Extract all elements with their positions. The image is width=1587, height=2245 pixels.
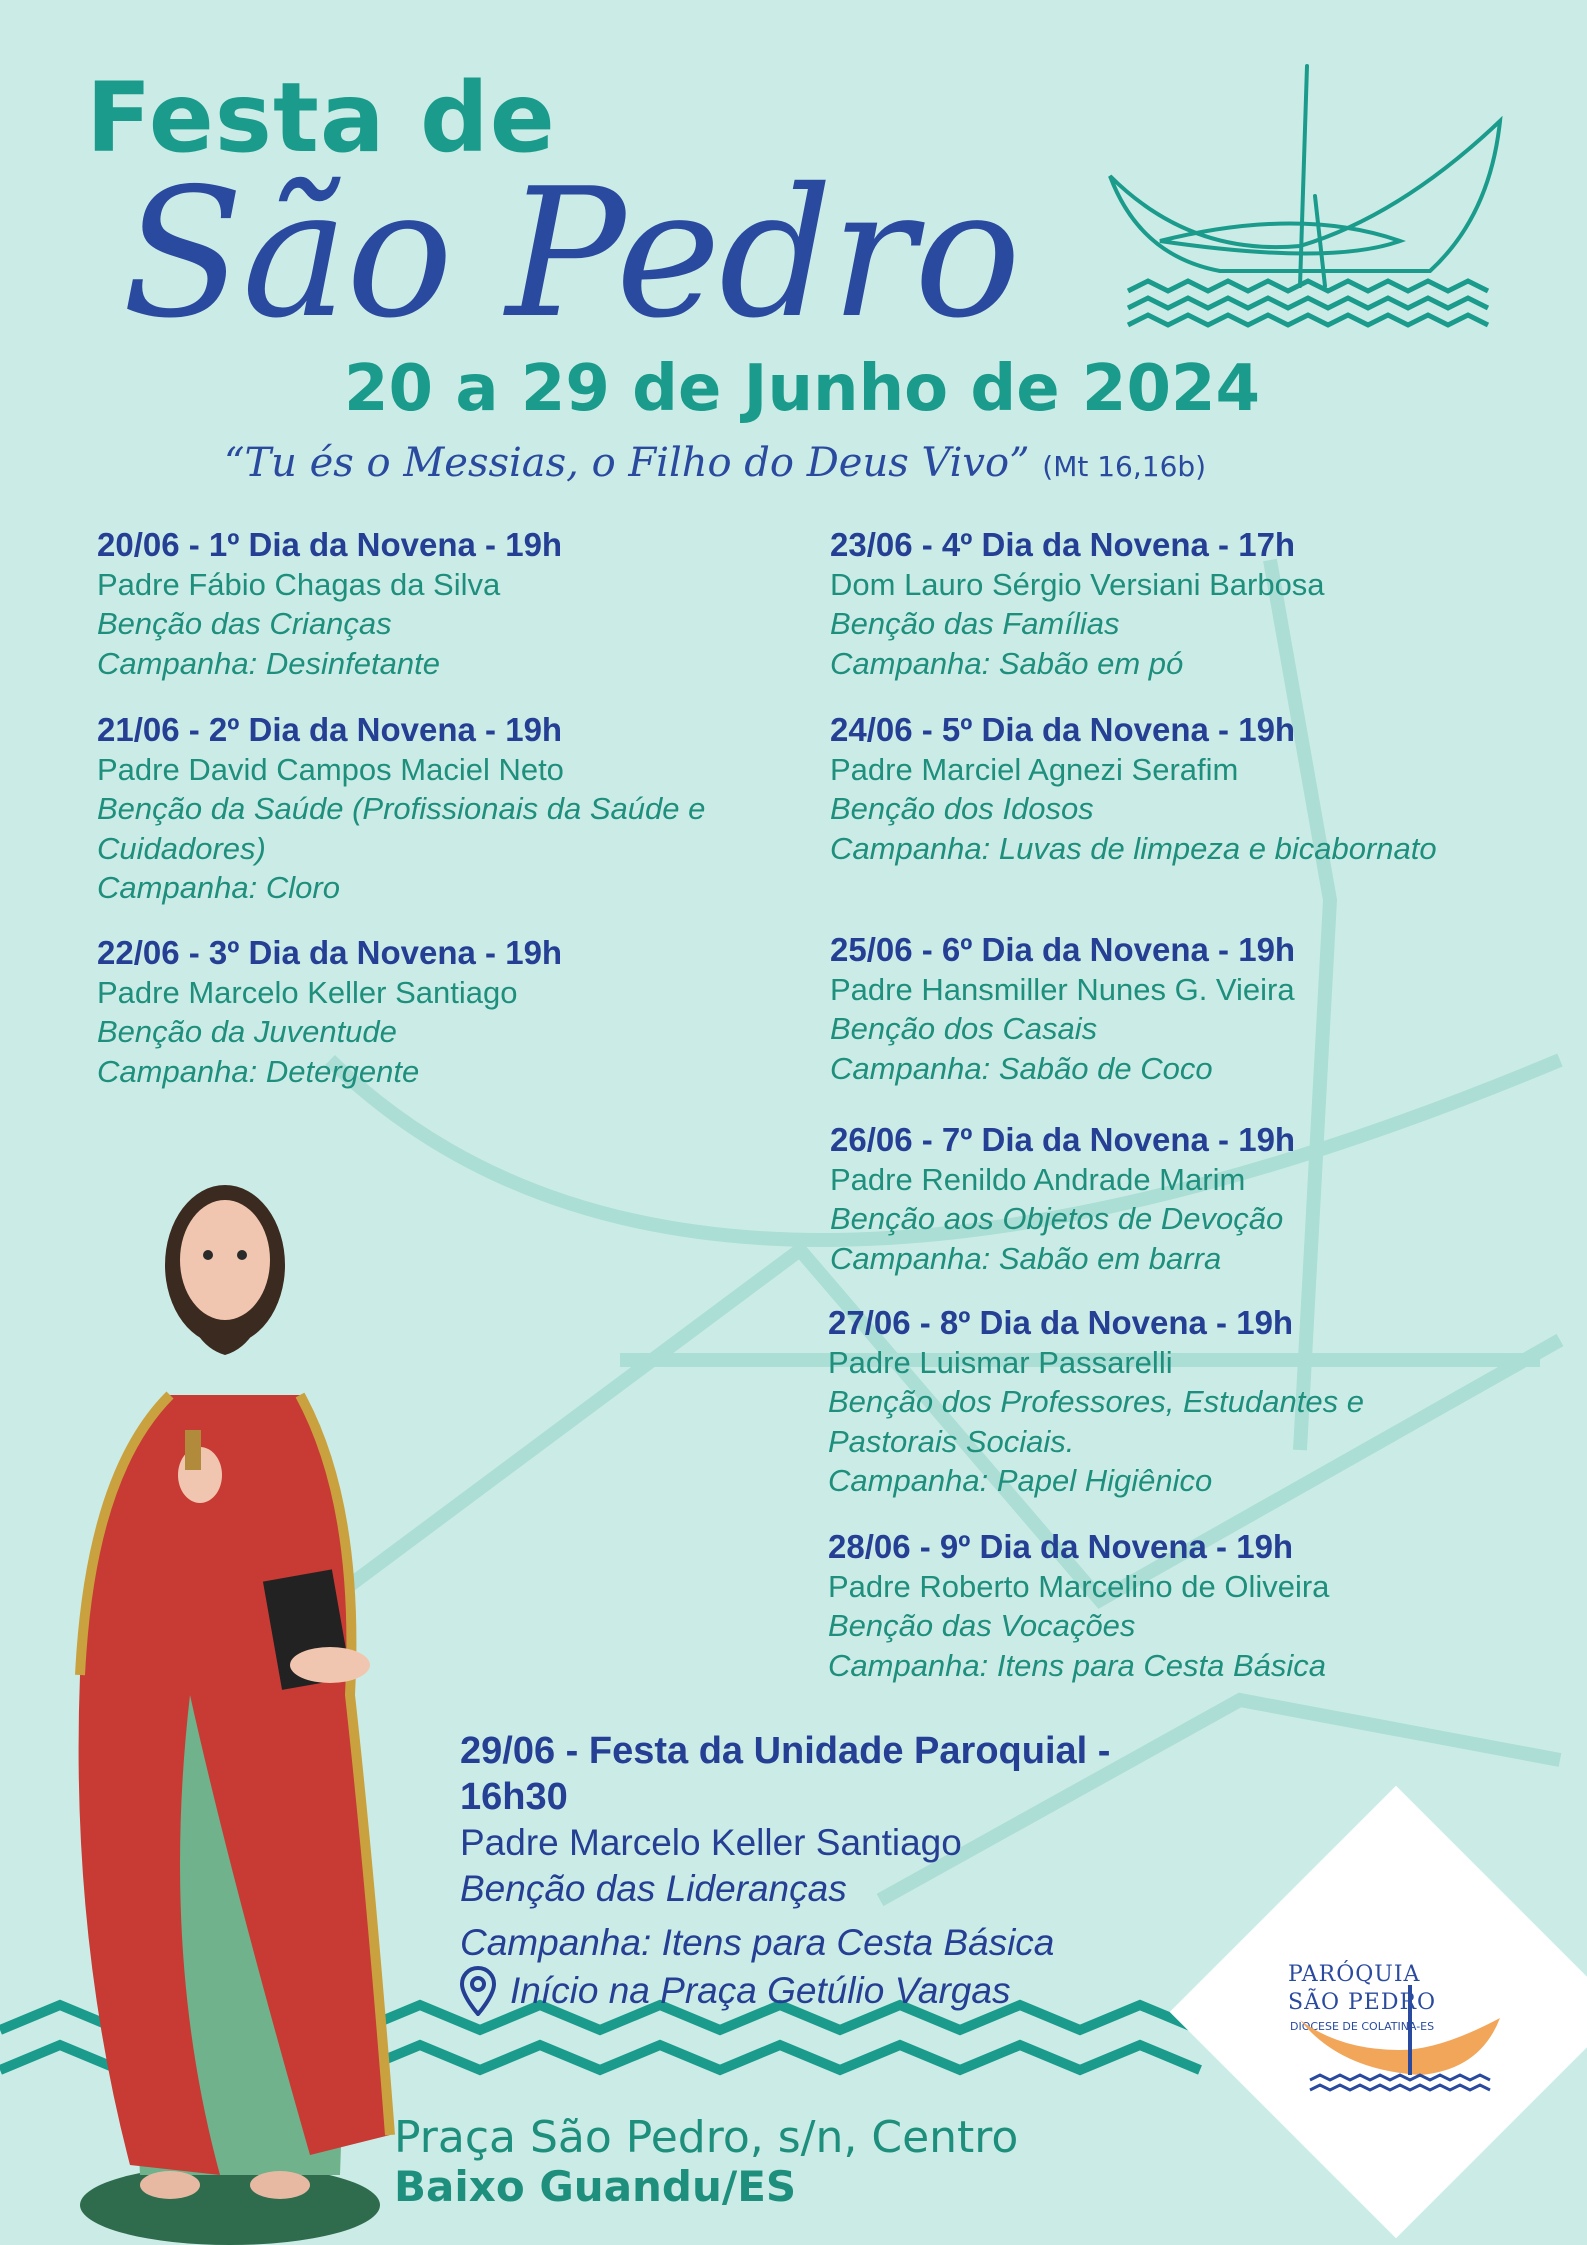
novena-day-8: [828, 1303, 1448, 1501]
day-heading: 25/06 - 6º Dia da Novena - 19h: [830, 931, 1296, 968]
bible-quote: [224, 440, 1206, 486]
location-pin-icon: [460, 1966, 496, 2016]
logo-text-paroquia: PARÓQUIA: [1288, 1962, 1421, 1987]
novena-day-9: [828, 1527, 1528, 1685]
day-priest: Padre Renildo Andrade Marim: [830, 1161, 1246, 1197]
quote-text: “Tu és o Messias, o Filho do Deus Vivo”: [224, 440, 1030, 486]
day-campaign: Campanha: Papel Higiênico: [828, 1463, 1213, 1498]
day-blessing: Benção das Crianças: [97, 606, 392, 641]
title-sao-pedro: São Pedro: [122, 150, 1020, 357]
final-day: [460, 1728, 1160, 2016]
quote-reference: (Mt 16,16b): [1042, 450, 1207, 483]
address-line-2: Baixo Guandu/ES: [394, 2162, 797, 2211]
logo-text-sao-pedro: SÃO PEDRO: [1288, 1990, 1437, 2015]
day-heading: 22/06 - 3º Dia da Novena - 19h: [97, 934, 563, 971]
final-location: [460, 1966, 1160, 2016]
final-blessing: Benção das Lideranças: [460, 1868, 847, 1909]
day-heading: 21/06 - 2º Dia da Novena - 19h: [97, 711, 563, 748]
day-heading: 26/06 - 7º Dia da Novena - 19h: [830, 1121, 1296, 1158]
saint-peter-statue: [50, 1175, 430, 2245]
day-heading: 20/06 - 1º Dia da Novena - 19h: [97, 526, 563, 563]
novena-day-2: [97, 710, 787, 908]
logo-text-diocese: DIOCESE DE COLATINA-ES: [1290, 2020, 1435, 2033]
day-priest: Padre Roberto Marcelino de Oliveira: [828, 1568, 1330, 1604]
day-priest: Padre Marciel Agnezi Serafim: [830, 751, 1239, 787]
day-campaign: Campanha: Itens para Cesta Básica: [828, 1647, 1326, 1683]
day-blessing: Benção da Saúde (Profissionais da Saúde e Cuidadores): [97, 791, 706, 866]
day-heading: 28/06 - 9º Dia da Novena - 19h: [828, 1528, 1294, 1565]
address-line-1: Praça São Pedro, s/n, Centro: [394, 2112, 1019, 2163]
day-blessing: Benção da Juventude: [97, 1014, 397, 1049]
novena-day-7: [830, 1120, 1530, 1278]
day-priest: Padre Marcelo Keller Santiago: [97, 974, 518, 1010]
novena-day-3: [97, 933, 777, 1091]
day-priest: Padre Fábio Chagas da Silva: [97, 566, 501, 602]
final-heading: 29/06 - Festa da Unidade Paroquial - 16h30: [460, 1730, 1111, 1818]
day-blessing: Benção aos Objetos de Devoção: [830, 1201, 1284, 1236]
novena-day-1: [97, 525, 777, 683]
final-priest: Padre Marcelo Keller Santiago: [460, 1822, 962, 1863]
day-priest: Padre David Campos Maciel Neto: [97, 751, 564, 787]
boat-icon: [1100, 56, 1520, 346]
day-campaign: Campanha: Detergente: [97, 1053, 420, 1089]
event-dates: 20 a 29 de Junho de 2024: [344, 352, 1261, 426]
day-campaign: Campanha: Sabão em barra: [830, 1240, 1222, 1276]
day-campaign: Campanha: Sabão em pó: [830, 645, 1184, 681]
day-heading: 24/06 - 5º Dia da Novena - 19h: [830, 711, 1296, 748]
location-text: Início na Praça Getúlio Vargas: [510, 1970, 1011, 2011]
title-festa-de: Festa de: [86, 62, 556, 174]
day-heading: 27/06 - 8º Dia da Novena - 19h: [828, 1304, 1294, 1341]
novena-day-4: [830, 525, 1530, 683]
day-campaign: Campanha: Cloro: [97, 870, 340, 905]
day-campaign: Campanha: Luvas de limpeza e bicabornato: [830, 830, 1437, 866]
parish-logo-icon: [1300, 1980, 1510, 2100]
novena-day-5: [830, 710, 1550, 868]
day-blessing: Benção dos Professores, Estudantes e Pastorais Sociais.: [828, 1384, 1364, 1459]
day-heading: 23/06 - 4º Dia da Novena - 17h: [830, 526, 1296, 563]
day-blessing: Benção das Vocações: [828, 1608, 1136, 1643]
day-campaign: Campanha: Desinfetante: [97, 645, 440, 681]
novena-day-6: [830, 930, 1530, 1088]
final-campaign: Campanha: Itens para Cesta Básica: [460, 1922, 1055, 1963]
day-campaign: Campanha: Sabão de Coco: [830, 1050, 1213, 1086]
day-priest: Padre Hansmiller Nunes G. Vieira: [830, 971, 1295, 1007]
day-blessing: Benção dos Idosos: [830, 791, 1094, 826]
day-priest: Dom Lauro Sérgio Versiani Barbosa: [830, 566, 1325, 602]
day-priest: Padre Luismar Passarelli: [828, 1344, 1173, 1380]
day-blessing: Benção das Famílias: [830, 606, 1120, 641]
day-blessing: Benção dos Casais: [830, 1011, 1098, 1046]
